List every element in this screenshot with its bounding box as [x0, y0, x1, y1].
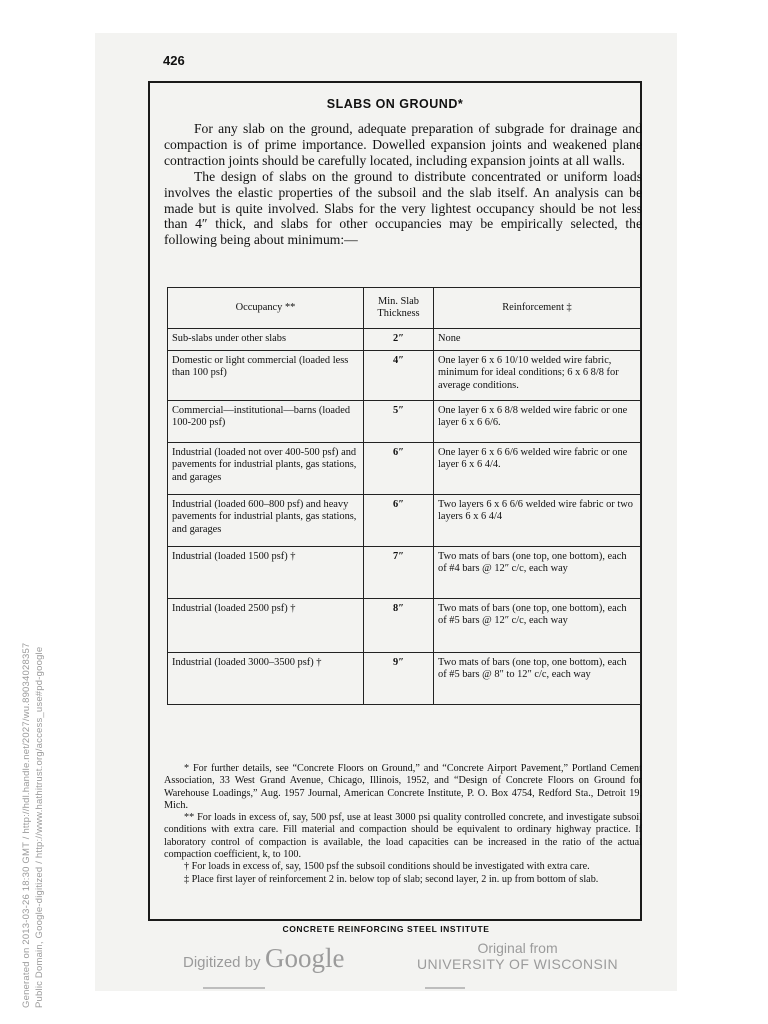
cell-occupancy: Commercial—institutional—barns (loaded 100-200 psf) [168, 400, 364, 442]
table-row [168, 598, 641, 652]
intro-paragraph: For any slab on the ground, adequate preparation of subgrade for drainage and compaction is of prime importance. Dowelled expansion joints and weakened plane contraction joints should be carefully located, including expansion joints at all walls. [164, 121, 642, 168]
cell-reinforcement: One layer 6 x 6 6/6 welded wire fabric or one layer 6 x 6 4/4. [434, 442, 641, 494]
cell-thickness: 8″ [364, 598, 434, 652]
table-row [168, 442, 641, 494]
cell-reinforcement: Two mats of bars (one top, one bottom), each of #4 bars @ 12″ c/c, each way [434, 546, 641, 598]
content-frame [148, 81, 642, 921]
header-thickness: Min. Slab Thickness [364, 288, 434, 329]
scan-smudge [425, 987, 465, 989]
publisher-footer: CONCRETE REINFORCING STEEL INSTITUTE [282, 924, 490, 934]
cell-reinforcement: None [434, 329, 641, 351]
cell-thickness: 4″ [364, 350, 434, 400]
footnote: * For further details, see “Concrete Floors on Ground,” and “Concrete Airport Pavement,” Portland Cement Association, 33 West Grand Avenue, Chicago, Illinois, 1952, and “Design of Concrete Floors on Ground for Warehouse Loadings,” Aug. 1957 Journal, American Concrete Institute, P. O. Box 4754, Redford Sta., Detroit 19, Mich. [164, 763, 642, 811]
table-row [168, 400, 641, 442]
scan-stamp-line-1: Generated on 2013-03-26 18:30 GMT / http://hdl.handle.net/2027/wu.89034028357 [21, 642, 32, 1008]
cell-reinforcement: One layer 6 x 6 10/10 welded wire fabric, minimum for ideal conditions; 6 x 6 8/8 for average conditions. [434, 350, 641, 400]
original-from-label: Original from [477, 940, 558, 956]
google-logo: Google [265, 943, 345, 973]
digitized-by-google [183, 943, 344, 974]
cell-reinforcement: One layer 6 x 6 8/8 welded wire fabric or one layer 6 x 6 6/6. [434, 400, 641, 442]
cell-occupancy: Domestic or light commercial (loaded less than 100 psf) [168, 350, 364, 400]
scan-stamp-line-2: Public Domain, Google-digitized / http://www.hathitrust.org/access_use#pd-google [34, 646, 45, 1008]
table-row [168, 329, 641, 351]
cell-reinforcement: Two mats of bars (one top, one bottom), each of #5 bars @ 12″ c/c, each way [434, 598, 641, 652]
cell-occupancy: Industrial (loaded 1500 psf) † [168, 546, 364, 598]
footnote: † For loads in excess of, say, 1500 psf the subsoil conditions should be investigated with extra care. [184, 861, 590, 873]
intro-text [164, 121, 642, 248]
table-row [168, 350, 641, 400]
cell-occupancy: Sub-slabs under other slabs [168, 329, 364, 351]
original-source [417, 940, 618, 972]
footnote: ** For loads in excess of, say, 500 psf, use at least 3000 psi quality controlled concrete, and investigate subsoil conditions with extra care. Fill material and compaction should be equivalent to ordinary highway practice. If laboratory control of compaction is available, the load capacities can be increased in the ratio of the actual compaction coefficient, k, to 100. [164, 812, 642, 861]
cell-reinforcement: Two layers 6 x 6 6/6 welded wire fabric or two layers 6 x 6 4/4 [434, 494, 641, 546]
page-number: 426 [163, 53, 185, 68]
cell-occupancy: Industrial (loaded 3000–3500 psf) † [168, 652, 364, 704]
intro-paragraph: The design of slabs on the ground to distribute concentrated or uniform loads involves the elastic properties of the subsoil and the slab itself. An analysis can be made but is quite involved. Slabs for the very lightest occupancy should be not less than 4″ thick, and slabs for other occupancies may be empirically selected, the following being about minimum:— [164, 168, 642, 248]
table-row [168, 546, 641, 598]
cell-reinforcement: Two mats of bars (one top, one bottom), each of #5 bars @ 8″ to 12″ c/c, each way [434, 652, 641, 704]
table-row [168, 494, 641, 546]
cell-occupancy: Industrial (loaded 600–800 psf) and heavy pavements for industrial plants, gas stations, and garages [168, 494, 364, 546]
cell-occupancy: Industrial (loaded not over 400-500 psf) and pavements for industrial plants, gas stations, and garages [168, 442, 364, 494]
cell-thickness: 6″ [364, 494, 434, 546]
page-title: SLABS ON GROUND* [326, 97, 464, 111]
cell-thickness: 6″ [364, 442, 434, 494]
cell-thickness: 5″ [364, 400, 434, 442]
cell-thickness: 7″ [364, 546, 434, 598]
scan-smudge [203, 987, 265, 989]
digitized-prefix: Digitized by [183, 954, 261, 971]
scan-watermark [18, 610, 48, 1010]
header-reinforcement: Reinforcement ‡ [434, 288, 641, 329]
cell-thickness: 2″ [364, 329, 434, 351]
table-row [168, 652, 641, 704]
book-page [95, 33, 677, 991]
original-institution: UNIVERSITY OF WISCONSIN [417, 956, 619, 972]
cell-thickness: 9″ [364, 652, 434, 704]
footnote: ‡ Place first layer of reinforcement 2 in. below top of slab; second layer, 2 in. up from bottom of slab. [184, 873, 599, 885]
cell-occupancy: Industrial (loaded 2500 psf) † [168, 598, 364, 652]
header-occupancy: Occupancy ** [168, 288, 364, 329]
table-header-row [168, 288, 641, 329]
slab-thickness-table [167, 287, 641, 705]
footnotes [164, 763, 642, 886]
